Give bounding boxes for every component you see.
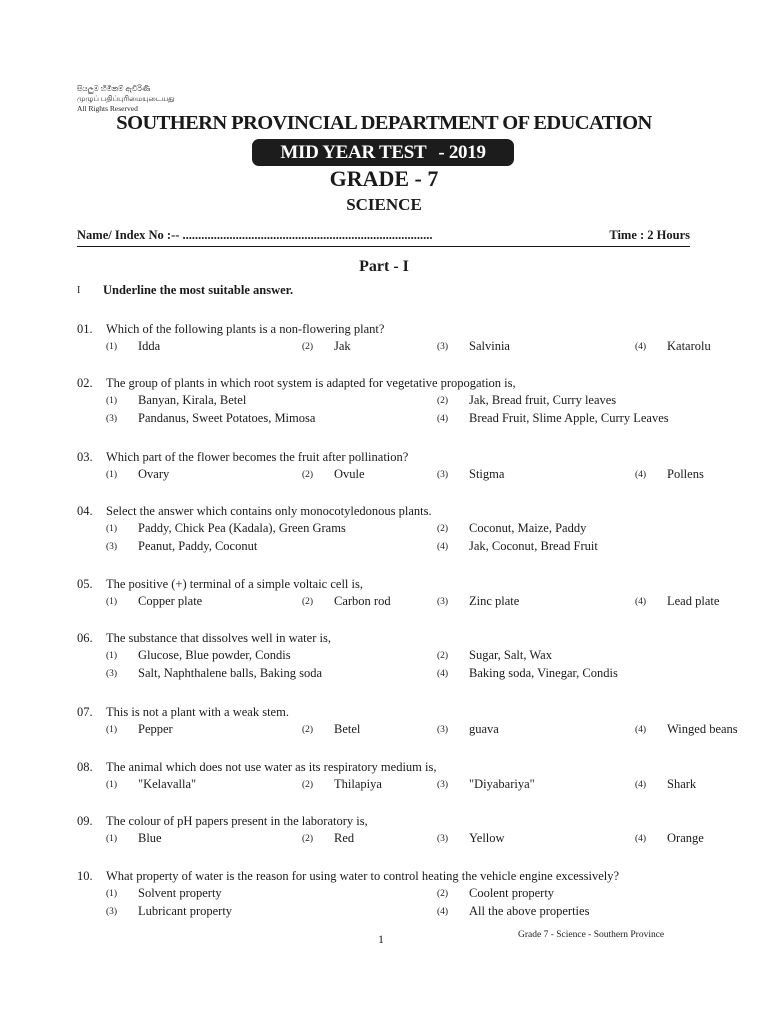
option-row — [77, 777, 697, 795]
option-text: Baking soda, Vinegar, Condis — [469, 666, 618, 680]
option-number: (2) — [302, 342, 314, 352]
rights-english: All Rights Reserved — [77, 104, 138, 113]
question-number: 07. — [77, 705, 93, 719]
option-number: (2) — [302, 834, 314, 844]
option-number: (3) — [437, 834, 449, 844]
option-text: "Kelavalla" — [138, 777, 197, 791]
question-number: 01. — [77, 322, 93, 336]
option-text: Paddy, Chick Pea (Kadala), Green Grams — [138, 521, 346, 535]
option-number: (2) — [302, 725, 314, 735]
option-row — [77, 339, 711, 357]
question-number: 08. — [77, 760, 93, 774]
time-label: Time : 2 Hours — [609, 228, 690, 242]
option-number: (1) — [106, 651, 118, 661]
option-text: Bread Fruit, Slime Apple, Curry Leaves — [469, 411, 669, 425]
option-row — [77, 722, 738, 740]
option-text: Carbon rod — [334, 594, 391, 608]
option-number: (1) — [106, 470, 118, 480]
option-text: Stigma — [469, 467, 505, 481]
question-line — [77, 322, 697, 339]
question-text: Which part of the flower becomes the fruit after pollination? — [106, 450, 409, 464]
option-text: Lubricant property — [138, 904, 233, 918]
rights-notice — [77, 84, 175, 114]
option-number: (4) — [635, 780, 647, 790]
option-number: (3) — [106, 542, 118, 552]
instruction-number: I — [77, 285, 81, 296]
option-text: Salt, Naphthalene balls, Baking soda — [138, 666, 322, 680]
question-line — [77, 450, 697, 467]
question-item — [77, 760, 697, 795]
option-text: Salvinia — [469, 339, 510, 353]
question-text: What property of water is the reason for using water to control heating the vehicle engine excessively? — [106, 869, 620, 883]
option-text: Jak, Bread fruit, Curry leaves — [469, 393, 617, 407]
question-text: Which of the following plants is a non-flowering plant? — [106, 322, 385, 336]
option-row — [77, 666, 697, 684]
question-item — [77, 869, 697, 922]
question-line — [77, 376, 697, 393]
question-number: 05. — [77, 577, 93, 591]
option-text: Peanut, Paddy, Coconut — [138, 539, 258, 553]
question-text: Select the answer which contains only monocotyledonous plants. — [106, 504, 432, 518]
grade-title: GRADE - 7 — [329, 166, 439, 191]
option-number: (2) — [437, 651, 449, 661]
option-number: (1) — [106, 780, 118, 790]
option-number: (3) — [437, 597, 449, 607]
option-text: Jak, Coconut, Bread Fruit — [469, 539, 598, 553]
option-number: (4) — [437, 907, 449, 917]
question-text: This is not a plant with a weak stem. — [106, 705, 289, 719]
question-item — [77, 450, 704, 485]
option-number: (2) — [437, 396, 449, 406]
option-text: Solvent property — [138, 886, 222, 900]
option-text: Thilapiya — [334, 777, 382, 791]
question-number: 09. — [77, 814, 93, 828]
question-number: 06. — [77, 631, 93, 645]
question-line — [77, 504, 697, 521]
option-text: Ovule — [334, 467, 365, 481]
rights-tamil: முழுப் பதிப்புரிமையுடையது — [77, 94, 175, 103]
option-number: (2) — [302, 780, 314, 790]
option-number: (1) — [106, 889, 118, 899]
rights-sinhala: සියලුම හිමිකම් ඇවිරිණි — [77, 84, 151, 93]
question-number: 03. — [77, 450, 93, 464]
option-text: Jak — [334, 339, 351, 353]
option-text: Coconut, Maize, Paddy — [469, 521, 587, 535]
question-item — [77, 322, 711, 357]
option-number: (2) — [437, 524, 449, 534]
option-number: (4) — [635, 470, 647, 480]
option-text: Copper plate — [138, 594, 203, 608]
subject-title: SCIENCE — [346, 195, 422, 214]
option-row — [77, 393, 697, 411]
name-index-label: Name/ Index No :-- ................................................................................ — [77, 228, 433, 242]
question-text: The animal which does not use water as its respiratory medium is, — [106, 760, 437, 774]
option-row — [77, 411, 697, 429]
question-line — [77, 869, 697, 886]
option-text: Red — [334, 831, 355, 845]
option-row — [77, 594, 720, 612]
option-text: Orange — [667, 831, 704, 845]
question-number: 04. — [77, 504, 93, 518]
option-number: (3) — [437, 780, 449, 790]
part-title: Part - I — [359, 258, 409, 275]
option-number: (1) — [106, 834, 118, 844]
option-number: (3) — [437, 470, 449, 480]
option-text: Zinc plate — [469, 594, 520, 608]
option-text: Ovary — [138, 467, 170, 481]
option-number: (3) — [106, 414, 118, 424]
option-number: (1) — [106, 597, 118, 607]
question-text: The positive (+) terminal of a simple voltaic cell is, — [106, 577, 363, 591]
option-text: "Diyabariya" — [469, 777, 535, 791]
question-line — [77, 631, 697, 648]
option-number: (2) — [302, 470, 314, 480]
question-item — [77, 814, 704, 849]
option-text: guava — [469, 722, 499, 736]
option-text: Coolent property — [469, 886, 555, 900]
question-item — [77, 376, 697, 429]
option-number: (4) — [635, 725, 647, 735]
option-number: (1) — [106, 725, 118, 735]
option-text: Blue — [138, 831, 162, 845]
option-row — [77, 904, 697, 922]
option-text: Pandanus, Sweet Potatoes, Mimosa — [138, 411, 316, 425]
question-line — [77, 577, 697, 594]
option-text: Shark — [667, 777, 697, 791]
option-text: Pepper — [138, 722, 173, 736]
question-text: The colour of pH papers present in the laboratory is, — [106, 814, 368, 828]
option-number: (1) — [106, 342, 118, 352]
name-index-row — [77, 228, 690, 247]
option-row — [77, 831, 704, 849]
option-text: Idda — [138, 339, 161, 353]
test-badge — [252, 139, 514, 166]
instruction-text: Underline the most suitable answer. — [103, 283, 294, 297]
option-number: (2) — [302, 597, 314, 607]
option-number: (4) — [437, 542, 449, 552]
question-item — [77, 577, 720, 612]
option-row — [77, 539, 697, 557]
option-row — [77, 886, 697, 904]
option-text: Betel — [334, 722, 361, 736]
option-number: (3) — [437, 725, 449, 735]
option-text: Winged beans — [667, 722, 738, 736]
question-number: 10. — [77, 869, 93, 883]
option-text: Yellow — [469, 831, 505, 845]
question-item — [77, 705, 738, 740]
page-number: 1 — [378, 932, 384, 946]
option-number: (1) — [106, 524, 118, 534]
option-row — [77, 521, 697, 539]
option-text: Pollens — [667, 467, 704, 481]
option-number: (4) — [635, 834, 647, 844]
option-row — [77, 467, 704, 485]
test-name: MID YEAR TEST — [280, 141, 427, 163]
option-text: Katarolu — [667, 339, 711, 353]
question-line — [77, 814, 697, 831]
option-number: (4) — [635, 342, 647, 352]
question-item — [77, 631, 697, 684]
option-text: Lead plate — [667, 594, 720, 608]
option-row — [77, 648, 697, 666]
option-number: (4) — [437, 414, 449, 424]
option-number: (4) — [437, 669, 449, 679]
test-year: - 2019 — [438, 141, 486, 163]
option-number: (1) — [106, 396, 118, 406]
question-text: The substance that dissolves well in water is, — [106, 631, 331, 645]
option-text: Glucose, Blue powder, Condis — [138, 648, 291, 662]
option-number: (4) — [635, 597, 647, 607]
option-number: (3) — [106, 669, 118, 679]
question-item — [77, 504, 697, 557]
footer-caption: Grade 7 - Science - Southern Province — [518, 930, 665, 940]
question-number: 02. — [77, 376, 93, 390]
option-text: Banyan, Kirala, Betel — [138, 393, 247, 407]
question-line — [77, 705, 697, 722]
option-number: (3) — [106, 907, 118, 917]
department-title: SOUTHERN PROVINCIAL DEPARTMENT OF EDUCATION — [116, 112, 652, 134]
option-number: (2) — [437, 889, 449, 899]
option-text: Sugar, Salt, Wax — [469, 648, 552, 662]
option-text: All the above properties — [469, 904, 590, 918]
option-number: (3) — [437, 342, 449, 352]
question-text: The group of plants in which root system is adapted for vegetative propogation is, — [106, 376, 516, 390]
question-line — [77, 760, 697, 777]
